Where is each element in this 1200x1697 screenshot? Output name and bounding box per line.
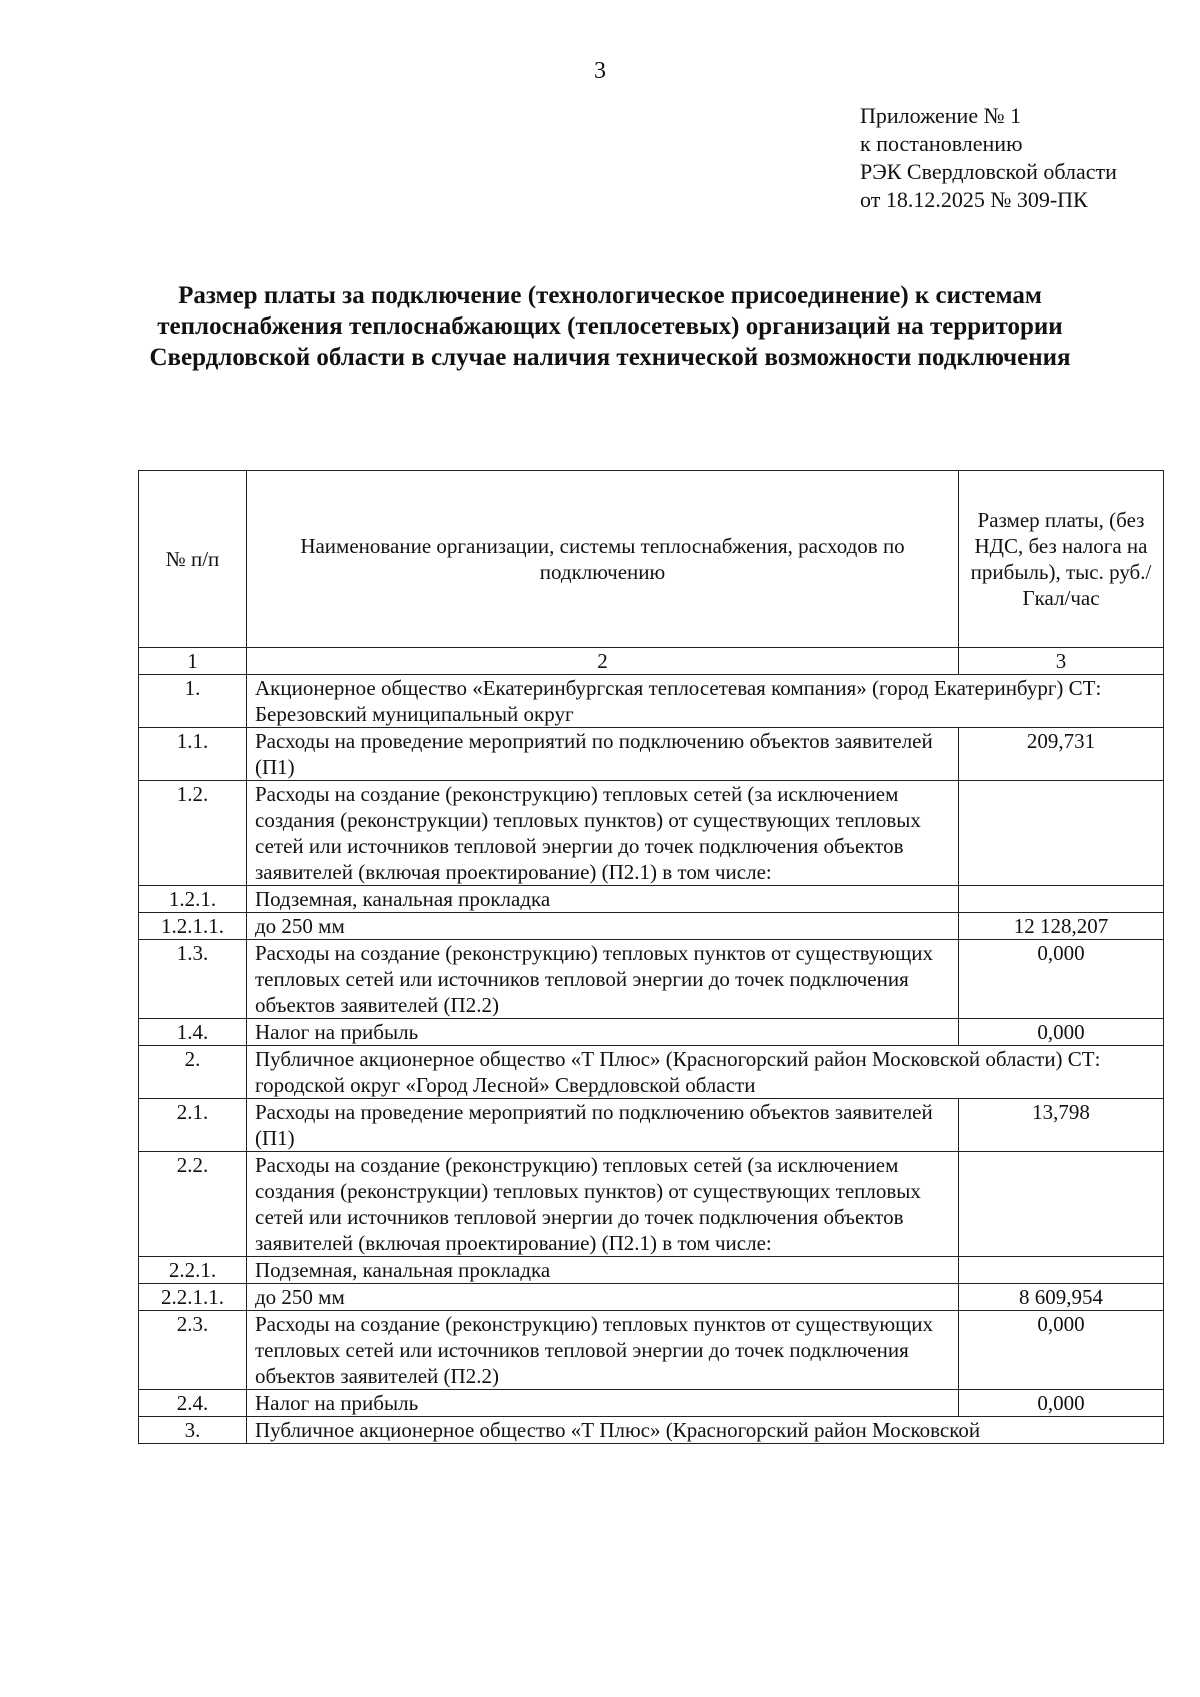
- row-num: 3.: [139, 1417, 247, 1444]
- row-num: 1.3.: [139, 940, 247, 1019]
- page-number: 3: [594, 58, 606, 84]
- row-value: 12 128,207: [959, 913, 1164, 940]
- row-name: Расходы на создание (реконструкцию) тепловых сетей (за исключением создания (реконструкции) тепловых пунктов) от существующих тепловых сетей или источников тепловой энергии до точек подключения объектов заявителей (включая проектирование) (П2.1) в том числе:: [247, 1152, 959, 1257]
- appendix-line: к постановлению: [860, 131, 1023, 156]
- table-row: [139, 1390, 1164, 1417]
- row-name: Расходы на создание (реконструкцию) тепловых пунктов от существующих тепловых сетей или источников тепловой энергии до точек подключения объектов заявителей (П2.2): [247, 940, 959, 1019]
- table-row: [139, 886, 1164, 913]
- row-num: 1.2.: [139, 781, 247, 886]
- appendix-line: РЭК Свердловской области: [860, 159, 1117, 184]
- row-num: 1.4.: [139, 1019, 247, 1046]
- row-name: Подземная, канальная прокладка: [247, 1257, 959, 1284]
- table-row: [139, 1257, 1164, 1284]
- row-num: 1.2.1.1.: [139, 913, 247, 940]
- header-num: № п/п: [139, 471, 247, 648]
- column-number: 3: [959, 648, 1164, 675]
- row-name: Расходы на создание (реконструкцию) тепловых пунктов от существующих тепловых сетей или источников тепловой энергии до точек подключения объектов заявителей (П2.2): [247, 1311, 959, 1390]
- table-row: [139, 913, 1164, 940]
- table-row: [139, 1099, 1164, 1152]
- column-number: 1: [139, 648, 247, 675]
- row-num: 2.2.1.: [139, 1257, 247, 1284]
- row-name: Налог на прибыль: [247, 1390, 959, 1417]
- column-number: 2: [247, 648, 959, 675]
- row-name: Налог на прибыль: [247, 1019, 959, 1046]
- row-name: Акционерное общество «Екатеринбургская теплосетевая компания» (город Екатеринбург) СТ: Березовский муниципальный округ: [247, 675, 1164, 728]
- row-num: 2.1.: [139, 1099, 247, 1152]
- row-value: 0,000: [959, 940, 1164, 1019]
- row-value: 0,000: [959, 1311, 1164, 1390]
- table-row: [139, 940, 1164, 1019]
- row-num: 2.2.1.1.: [139, 1284, 247, 1311]
- table-row: [139, 728, 1164, 781]
- table-row: [139, 781, 1164, 886]
- table-row: [139, 1311, 1164, 1390]
- table-row: [139, 1152, 1164, 1257]
- row-num: 2.2.: [139, 1152, 247, 1257]
- row-name: Расходы на проведение мероприятий по подключению объектов заявителей (П1): [247, 728, 959, 781]
- row-value: 8 609,954: [959, 1284, 1164, 1311]
- row-value: [959, 781, 1164, 886]
- row-name: Расходы на проведение мероприятий по подключению объектов заявителей (П1): [247, 1099, 959, 1152]
- appendix-block: [860, 102, 1117, 214]
- row-name: Расходы на создание (реконструкцию) тепловых сетей (за исключением создания (реконструкции) тепловых пунктов) от существующих тепловых сетей или источников тепловой энергии до точек подключения объектов заявителей (включая проектирование) (П2.1) в том числе:: [247, 781, 959, 886]
- document-title: Размер платы за подключение (технологическое присоединение) к системам теплоснабжения теплоснабжающих (теплосетевых) организаций на территории Свердловской области в случае наличия технической возможности подключения: [149, 282, 1071, 371]
- table-row: [139, 1284, 1164, 1311]
- header-value: Размер платы, (без НДС, без налога на прибыль), тыс. руб./Гкал/час: [959, 471, 1164, 648]
- row-value: [959, 886, 1164, 913]
- appendix-line: от 18.12.2025 № 309-ПК: [860, 187, 1088, 212]
- row-num: 1.1.: [139, 728, 247, 781]
- row-name: до 250 мм: [247, 913, 959, 940]
- row-value: 0,000: [959, 1019, 1164, 1046]
- row-name: Публичное акционерное общество «Т Плюс» (Красногорский район Московской: [247, 1417, 1164, 1444]
- table-row: [139, 1019, 1164, 1046]
- table-row: [139, 1046, 1164, 1099]
- table-header-row: [139, 471, 1164, 648]
- table-row: [139, 675, 1164, 728]
- row-value: 13,798: [959, 1099, 1164, 1152]
- table-row: [139, 1417, 1164, 1444]
- row-num: 2.3.: [139, 1311, 247, 1390]
- appendix-line: Приложение № 1: [860, 103, 1022, 128]
- header-name: Наименование организации, системы теплоснабжения, расходов по подключению: [247, 471, 959, 648]
- row-value: 0,000: [959, 1390, 1164, 1417]
- row-num: 2.4.: [139, 1390, 247, 1417]
- row-num: 1.: [139, 675, 247, 728]
- row-value: 209,731: [959, 728, 1164, 781]
- row-name: Подземная, канальная прокладка: [247, 886, 959, 913]
- row-name: до 250 мм: [247, 1284, 959, 1311]
- row-value: [959, 1257, 1164, 1284]
- row-name: Публичное акционерное общество «Т Плюс» (Красногорский район Московской области) СТ: городской округ «Город Лесной» Свердловской области: [247, 1046, 1164, 1099]
- column-number-row: [139, 648, 1164, 675]
- row-value: [959, 1152, 1164, 1257]
- row-num: 2.: [139, 1046, 247, 1099]
- tariff-table: [138, 470, 1164, 1444]
- row-num: 1.2.1.: [139, 886, 247, 913]
